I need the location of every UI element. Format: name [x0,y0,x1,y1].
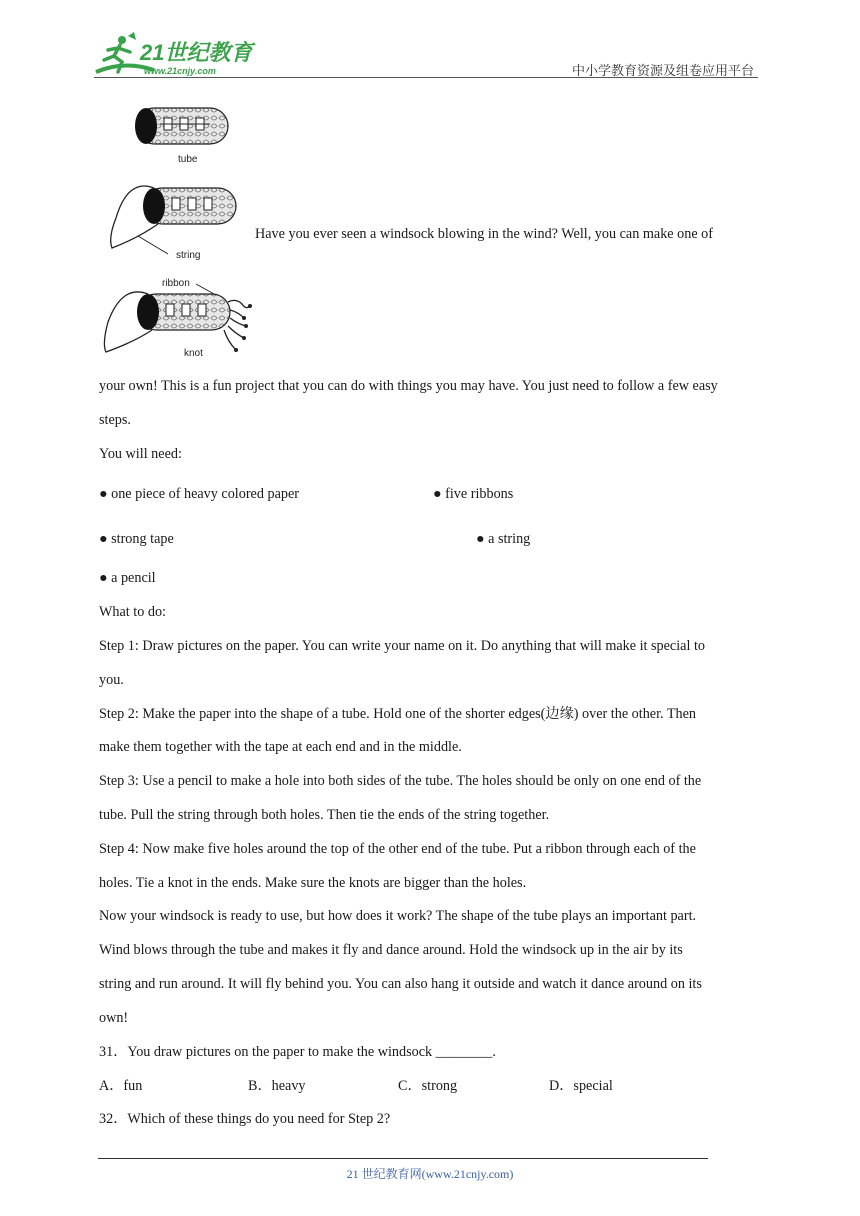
runner-logo-icon [94,30,264,78]
tube-illustration [135,108,228,165]
passage-line: Step 4: Now make five holes around the top of the other end of the tube. Put a ribbon through each of the [99,841,696,857]
site-logo [94,30,264,78]
label-tube: tube [178,154,198,165]
logo-text: 21世纪教育 [140,40,253,65]
label-knot: knot [184,348,203,359]
passage-line: Wind blows through the tube and makes it fly and dance around. Hold the windsock up in the air by its [99,942,683,958]
passage-line: you. [99,672,124,688]
passage-line: Step 1: Draw pictures on the paper. You can write your name on it. Do anything that will make it special to [99,638,705,654]
tube-with-ribbons-illustration [104,278,252,359]
material-item: ● a pencil [99,570,156,586]
question-31: 31．You draw pictures on the paper to make the windsock ________. [99,1044,496,1060]
question-31-option-c: C．strong [398,1078,458,1094]
tube-with-string-illustration [111,186,236,261]
materials-heading: You will need: [99,446,182,462]
header-divider [94,77,758,78]
passage-line: make them together with the tape at each end and in the middle. [99,739,462,755]
question-31-option-a: A．fun [99,1078,143,1094]
label-ribbon: ribbon [162,278,190,289]
passage-intro-line-1: Have you ever seen a windsock blowing in the wind? Well, you can make one of [255,226,713,242]
question-31-option-b: B．heavy [248,1078,306,1094]
passage-line: tube. Pull the string through both holes. Then tie the ends of the string together. [99,807,550,823]
material-item: ● strong tape [99,531,174,547]
page-header [94,30,758,78]
passage-line: string and run around. It will fly behind you. You can also hang it outside and watch it dance around on its [99,976,702,992]
logo-url: www.21cnjy.com [144,66,216,76]
material-item: ● one piece of heavy colored paper [99,486,300,502]
passage-intro-line-3: steps. [99,412,131,428]
site-name: 中小学教育资源及组卷应用平台 [571,63,754,78]
footer-divider [98,1158,708,1159]
passage-line: holes. Tie a knot in the ends. Make sure the knots are bigger than the holes. [99,875,527,891]
passage-line: Now your windsock is ready to use, but how does it work? The shape of the tube plays an important part. [99,908,697,924]
windsock-diagram [98,98,254,364]
footer-link[interactable]: 21 世纪教育网(www.21cnjy.com) [346,1167,514,1181]
material-item: ● a string [476,531,531,547]
steps-heading: What to do: [99,604,166,620]
passage-line: Step 3: Use a pencil to make a hole into both sides of the tube. The holes should be only on one end of the [99,773,702,789]
passage-intro-line-2: your own! This is a fun project that you can do with things you may have. You just need to follow a few easy [99,378,718,394]
label-string: string [176,250,201,261]
material-item: ● five ribbons [433,486,514,502]
question-32: 32．Which of these things do you need for Step 2? [99,1111,391,1127]
passage-line: own! [99,1010,129,1026]
question-31-option-d: D．special [549,1078,613,1094]
passage-line: Step 2: Make the paper into the shape of a tube. Hold one of the shorter edges(边缘) over the other. Then [99,706,697,722]
